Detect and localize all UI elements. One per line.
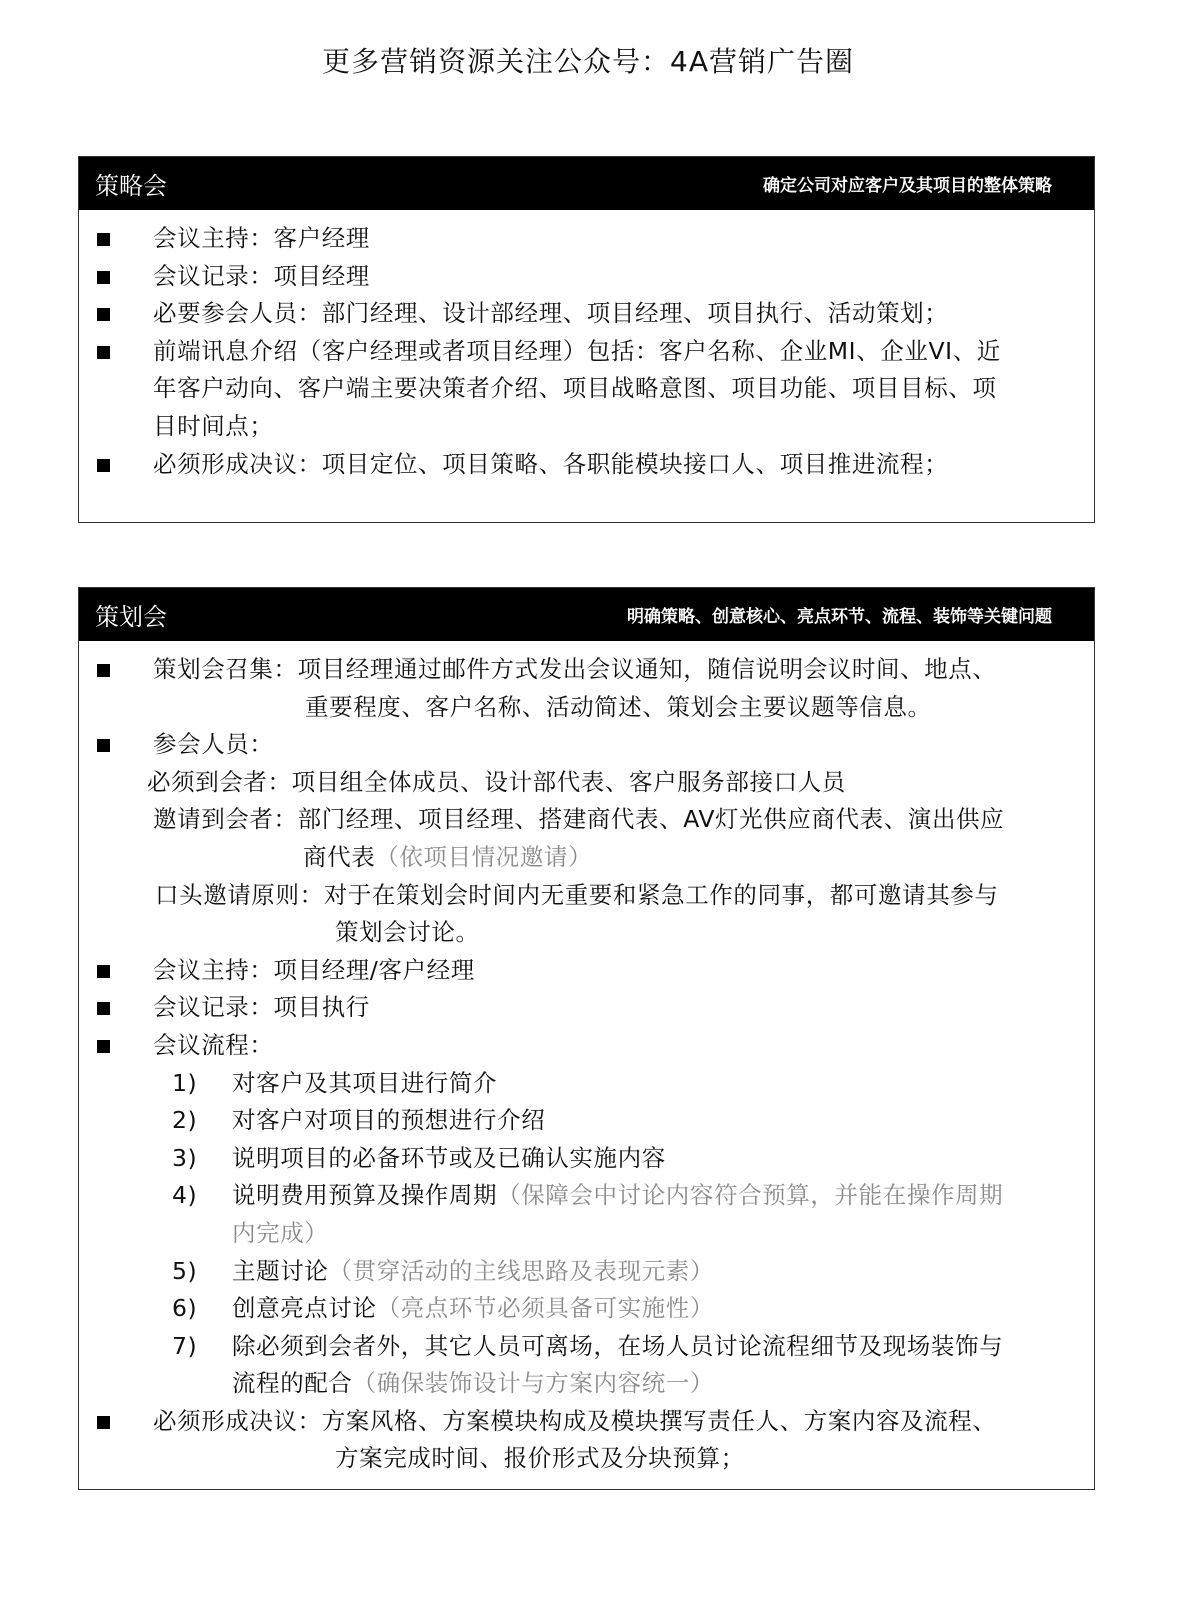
item-text: 前端讯息介绍（客户经理或者项目经理）包括：客户名称、企业MI、企业VI、近 [153, 336, 1001, 365]
sub-item-continuation [79, 914, 1094, 952]
bullet-square-icon [97, 459, 110, 472]
bullet-square-icon [97, 1002, 110, 1015]
flow-step-continuation [79, 1215, 1094, 1253]
item-text: 会议主持：项目经理/客户经理 [153, 955, 475, 984]
sub-item-continuation [79, 839, 1094, 877]
step-number: 2) [172, 1106, 198, 1135]
item-text: 重要程度、客户名称、活动简述、策划会主要议题等信息。 [305, 692, 932, 721]
item-text: 必须形成决议：项目定位、项目策略、各职能模块接口人、项目推进流程； [153, 449, 949, 478]
section-title: 策划会 [95, 603, 167, 631]
item-text: 商代表 [303, 842, 376, 871]
step-number: 5) [172, 1256, 198, 1285]
item-text: 会议记录：项目经理 [153, 261, 370, 290]
list-item [79, 1027, 1094, 1065]
flow-step-continuation [79, 1365, 1094, 1403]
list-item [79, 446, 1094, 484]
step-text: 对客户及其项目进行简介 [232, 1068, 498, 1097]
list-item [79, 952, 1094, 990]
step-number: 6) [172, 1294, 198, 1323]
planning-meeting-section [78, 587, 1095, 1490]
bullet-square-icon [97, 739, 110, 752]
item-text: 策划会讨论。 [335, 918, 480, 947]
step-note: （保障会中讨论内容符合预算，并能在操作周期 [497, 1181, 1004, 1210]
item-text: 必要参会人员：部门经理、设计部经理、项目经理、项目执行、活动策划； [153, 299, 949, 328]
list-item [79, 220, 1094, 258]
item-text: 目时间点； [153, 411, 274, 440]
sub-item [79, 764, 1094, 802]
bullet-square-icon [97, 1040, 110, 1053]
list-item [79, 989, 1094, 1027]
bullet-square-icon [97, 271, 110, 284]
step-note: （确保装饰设计与方案内容统一） [352, 1369, 714, 1398]
item-text: 必须形成决议：方案风格、方案模块构成及模块撰写责任人、方案内容及流程、 [153, 1406, 997, 1435]
list-item [79, 333, 1094, 371]
list-item-continuation [79, 370, 1094, 408]
step-text: 主题讨论 [232, 1256, 329, 1285]
step-text: 说明费用预算及操作周期 [232, 1181, 498, 1210]
section-subtitle: 明确策略、创意核心、亮点环节、流程、装饰等关键问题 [627, 607, 1052, 627]
flow-step [79, 1102, 1094, 1140]
sub-item [79, 877, 1094, 915]
item-text: 邀请到会者：部门经理、项目经理、搭建商代表、AV灯光供应商代表、演出供应 [153, 805, 1005, 834]
step-number: 1) [172, 1068, 198, 1097]
step-note: （亮点环节必须具备可实施性） [376, 1294, 715, 1323]
bullet-square-icon [97, 308, 110, 321]
item-text: 口头邀请原则：对于在策划会时间内无重要和紧急工作的同事，都可邀请其参与 [155, 880, 999, 909]
step-text: 创意亮点讨论 [232, 1294, 377, 1323]
item-text: 必须到会者：项目组全体成员、设计部代表、客户服务部接口人员 [147, 767, 846, 796]
list-item [79, 295, 1094, 333]
item-text: 会议记录：项目执行 [153, 993, 370, 1022]
item-note: （依项目情况邀请） [375, 842, 593, 871]
list-item [79, 651, 1094, 689]
item-text: 参会人员： [153, 730, 274, 759]
step-number: 3) [172, 1143, 198, 1172]
item-text: 方案完成时间、报价形式及分块预算； [335, 1444, 745, 1473]
section-title: 策略会 [95, 172, 167, 200]
flow-step [79, 1290, 1094, 1328]
item-text: 会议流程： [153, 1030, 274, 1059]
list-item-continuation [79, 408, 1094, 446]
list-item [79, 726, 1094, 764]
bullet-square-icon [97, 346, 110, 359]
item-text: 会议主持：客户经理 [153, 224, 370, 252]
strategy-meeting-section [78, 156, 1095, 523]
item-text: 年客户动向、客户端主要决策者介绍、项目战略意图、项目功能、项目目标、项 [153, 374, 997, 403]
step-note: 内完成） [232, 1218, 329, 1247]
list-item [79, 1403, 1094, 1441]
section-subtitle: 确定公司对应客户及其项目的整体策略 [763, 176, 1052, 196]
flow-step [79, 1140, 1094, 1178]
bullet-square-icon [97, 664, 110, 677]
step-text: 除必须到会者外，其它人员可离场，在场人员讨论流程细节及现场装饰与 [232, 1331, 1004, 1360]
bullet-square-icon [97, 965, 110, 978]
step-number: 7) [172, 1331, 198, 1360]
flow-step [79, 1253, 1094, 1291]
bullet-square-icon [97, 233, 110, 246]
flow-step [79, 1328, 1094, 1366]
step-note: （贯穿活动的主线思路及表现元素） [328, 1256, 715, 1285]
sub-item [79, 801, 1094, 839]
step-number: 4) [172, 1181, 198, 1210]
item-text: 策划会召集：项目经理通过邮件方式发出会议通知，随信说明会议时间、地点、 [153, 655, 997, 683]
flow-step [79, 1065, 1094, 1103]
step-text: 流程的配合 [232, 1369, 353, 1398]
bullet-square-icon [97, 1416, 110, 1429]
section-header [79, 588, 1094, 641]
section-header [79, 157, 1094, 210]
flow-step [79, 1177, 1094, 1215]
step-text: 对客户对项目的预想进行介绍 [232, 1106, 546, 1135]
list-item [79, 258, 1094, 296]
list-item-continuation [79, 689, 1094, 727]
list-item-continuation [79, 1440, 1094, 1478]
step-text: 说明项目的必备环节或及已确认实施内容 [232, 1143, 666, 1172]
page-title: 更多营销资源关注公众号：4A营销广告圈 [322, 45, 854, 78]
